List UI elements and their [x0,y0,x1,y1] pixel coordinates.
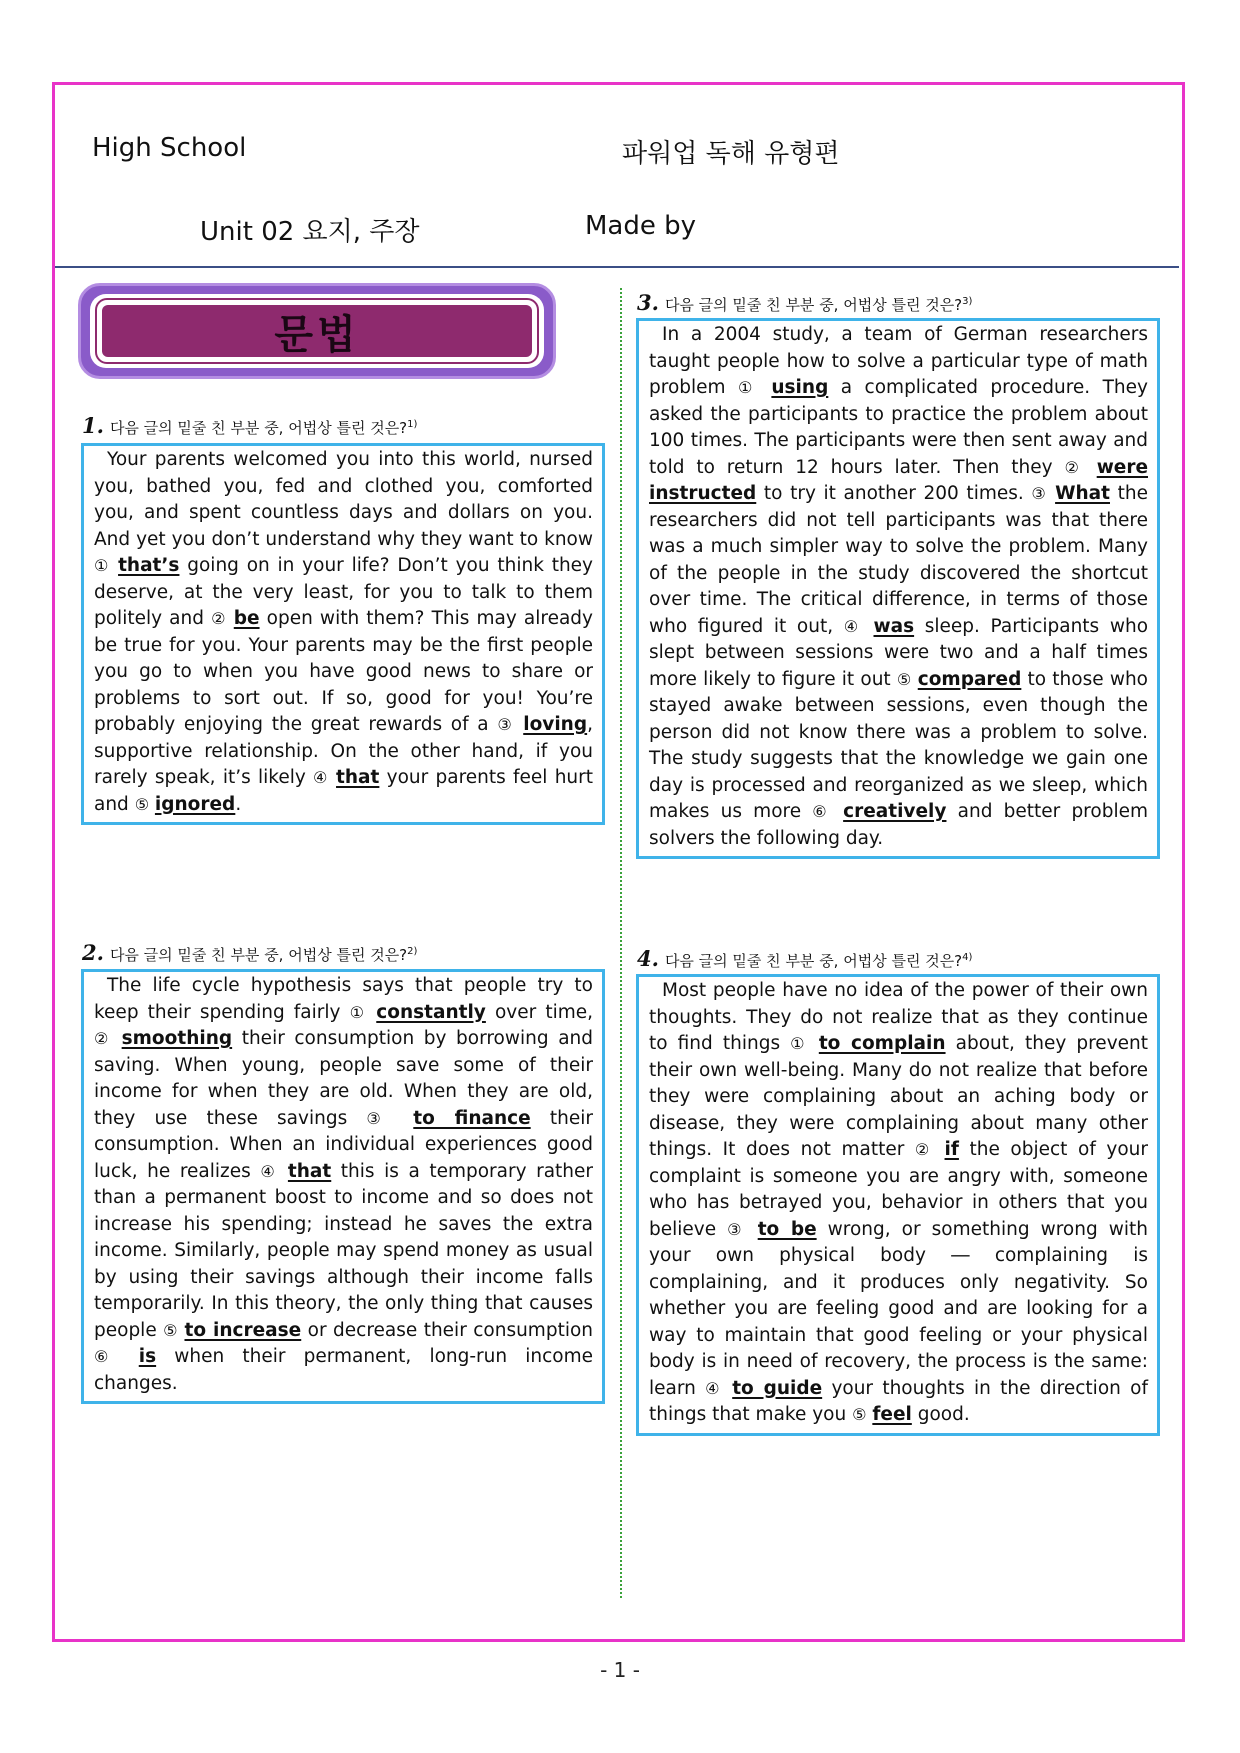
underlined-choice: to guide [732,1377,823,1399]
choice-marker: ① [94,556,111,575]
question-3-title [637,290,972,315]
question-4-number: 4. [637,946,659,971]
passage-text: this is a temporary rather than a permanent boost to income and so does not increase his spending; instead he saves the extra income. Similarly, people may spend money as usual by using their savings although their income falls temporarily. In this theory, the only thing that causes people [94,1160,594,1341]
passage-text: the object of your complaint is someone you are angry with, someone who has betrayed you, behavior in others that you believe [649,1139,1149,1240]
question-4-passage [636,974,1160,1436]
choice-marker: ③ [727,1219,747,1239]
underlined-choice: if [944,1139,959,1160]
underlined-choice: be [233,608,260,629]
question-3-number: 3. [637,290,659,315]
question-1-passage [81,443,605,825]
choice-marker: ① [738,378,759,397]
page-number: - 1 - [600,1658,640,1682]
question-2-footnote: 2) [407,946,418,957]
passage-text: going on in your life? Don’t you think they deserve, at the very least, for you to talk to them politely and [94,555,593,629]
underlined-choice: smoothing [121,1028,233,1049]
choice-marker: ⑤ [852,1405,867,1424]
passage-text: their consumption. When an individual experiences good luck, he realizes [94,1107,593,1182]
underlined-choice: to be [757,1218,817,1240]
underlined-choice: to complain [818,1033,946,1054]
question-1-number: 1. [82,413,104,438]
choice-marker: ② [211,609,227,628]
passage-text: wrong, or something wrong with your own physical body ― complaining is complaining, and it produces only negativity. So whether you are feeling good and are looking for a way to maintain that good feeling or your physical body is in need of recovery, the process is the same: learn [649,1218,1149,1399]
passage-text: , supportive relationship. On the other hand, if you rarely speak, it’s likely [94,714,593,788]
choice-marker: ⑤ [134,794,150,814]
choice-marker: ② [914,1140,934,1159]
underlined-choice: to finance [413,1107,531,1129]
choice-marker: ⑤ [163,1320,179,1340]
passage-text: their consumption by borrowing and saving. When young, people save some of their income for when they are old. When they are old, they use these savings [94,1028,594,1129]
question-4-footnote: 4) [962,952,973,963]
passage-text: your parents feel hurt and [94,767,593,815]
choice-marker: ③ [366,1108,395,1128]
question-4-prompt: 다음 글의 밑줄 친 부분 중, 어법상 틀린 것은? [664,952,963,970]
header-book-title: 파워업 독해 유형편 [622,139,840,169]
choice-marker: ① [349,1002,368,1022]
choice-marker: ② [1064,457,1085,477]
choice-marker: ④ [313,768,329,787]
passage-text: good. [911,1404,970,1425]
passage-text: Most people have no idea of the power of their own thoughts. They do not realize that as they continue to find things [649,980,1148,1054]
question-3-footnote: 3) [962,296,973,307]
question-2-passage [81,969,605,1404]
choice-marker: ⑥ [94,1347,121,1366]
choice-marker: ④ [843,616,863,636]
header-school: High School [92,133,247,163]
choice-marker: ② [94,1029,113,1048]
underlined-choice: using [771,377,829,398]
underlined-choice: ignored [154,793,236,815]
header-divider [55,266,1179,268]
choice-marker: ④ [260,1161,279,1181]
choice-marker: ③ [497,715,515,734]
question-2-number: 2. [82,940,104,965]
passage-text: over time, [485,1001,594,1023]
underlined-choice: is [138,1346,157,1367]
underlined-choice: that’s [118,555,180,576]
choice-marker: ⑥ [812,802,832,821]
question-3-passage [636,318,1160,859]
underlined-choice: creatively [843,801,947,822]
passage-text: The life cycle hypothesis says that people try to keep their spending fairly [94,975,593,1023]
passage-text: to those who stayed awake between sessions, even though the person did not know there was a problem to solve. The study suggests that the knowledge we gain one day is processed and reorganized as we sleep, which makes us more [649,668,1148,822]
underlined-choice: compared [917,668,1022,690]
passage-text: the researchers did not tell participants was that there was a much simpler way to solve the problem. Many of the people in the study discovered the shortcut over time. The critical difference, in terms of those who figured it out, [649,483,1148,637]
passage-text: . [235,793,242,815]
choice-marker: ④ [705,1378,723,1398]
choice-marker: ① [790,1034,809,1053]
passage-text: and better problem solvers the following day. [649,801,1148,849]
passage-text: your thoughts in the direction of things that make you [649,1377,1148,1425]
question-1-title [82,413,417,438]
underlined-choice: that [287,1160,332,1182]
column-divider [620,288,622,1598]
banner-panel [102,305,532,357]
underlined-choice: loving [523,714,588,735]
passage-text: or decrease their consumption [301,1319,594,1341]
underlined-choice: was [873,615,915,637]
question-1-prompt: 다음 글의 밑줄 친 부분 중, 어법상 틀린 것은? [109,419,408,437]
question-1-footnote: 1) [407,419,418,430]
question-3-prompt: 다음 글의 밑줄 친 부분 중, 어법상 틀린 것은? [664,296,963,314]
passage-text: to try it another 200 times. [756,483,1032,504]
underlined-choice: were instructed [649,456,1148,504]
question-2-title [82,940,417,965]
passage-text: sleep. Participants who slept between sessions were two and a half times more likely to figure it out [649,615,1149,690]
section-banner [78,283,556,379]
underlined-choice: feel [872,1404,912,1425]
choice-marker: ⑤ [896,669,912,689]
passage-text: open with them? This may already be true for you. Your parents may be the first people you go to when you have good news to share or problems to sort out. If so, good for you! You’re probably enjoying the great rewards of a [94,608,593,735]
underlined-choice: to increase [184,1319,302,1341]
underlined-choice: constantly [376,1001,486,1023]
question-2-prompt: 다음 글의 밑줄 친 부분 중, 어법상 틀린 것은? [109,946,408,964]
passage-text: about, they prevent their own well-being. Many do not realize that before they were complaining about an aching body or disease, they were complaining about many other things. It does not matter [649,1033,1148,1160]
question-4-title [637,946,972,971]
choice-marker: ③ [1031,484,1048,503]
underlined-choice: that [336,767,380,788]
passage-text: In a 2004 study, a team of German researchers taught people how to solve a particular type of math problem [649,324,1148,398]
underlined-choice: What [1055,483,1110,504]
passage-text: Your parents welcomed you into this world, nursed you, bathed you, fed and clothed you, comforted you, and spent countless days and dollars on you. And yet you don’t understand why they want to know [94,449,593,550]
header-made-by: Made by [585,211,697,241]
header-unit: Unit 02 요지, 주장 [200,217,420,247]
section-title: 문법 [274,311,360,358]
passage-text: a complicated procedure. They asked the participants to practice the problem about 100 times. The participants were then sent away and told to return 12 hours later. Then they [649,377,1148,478]
passage-text: when their permanent, long-run income changes. [94,1346,594,1394]
